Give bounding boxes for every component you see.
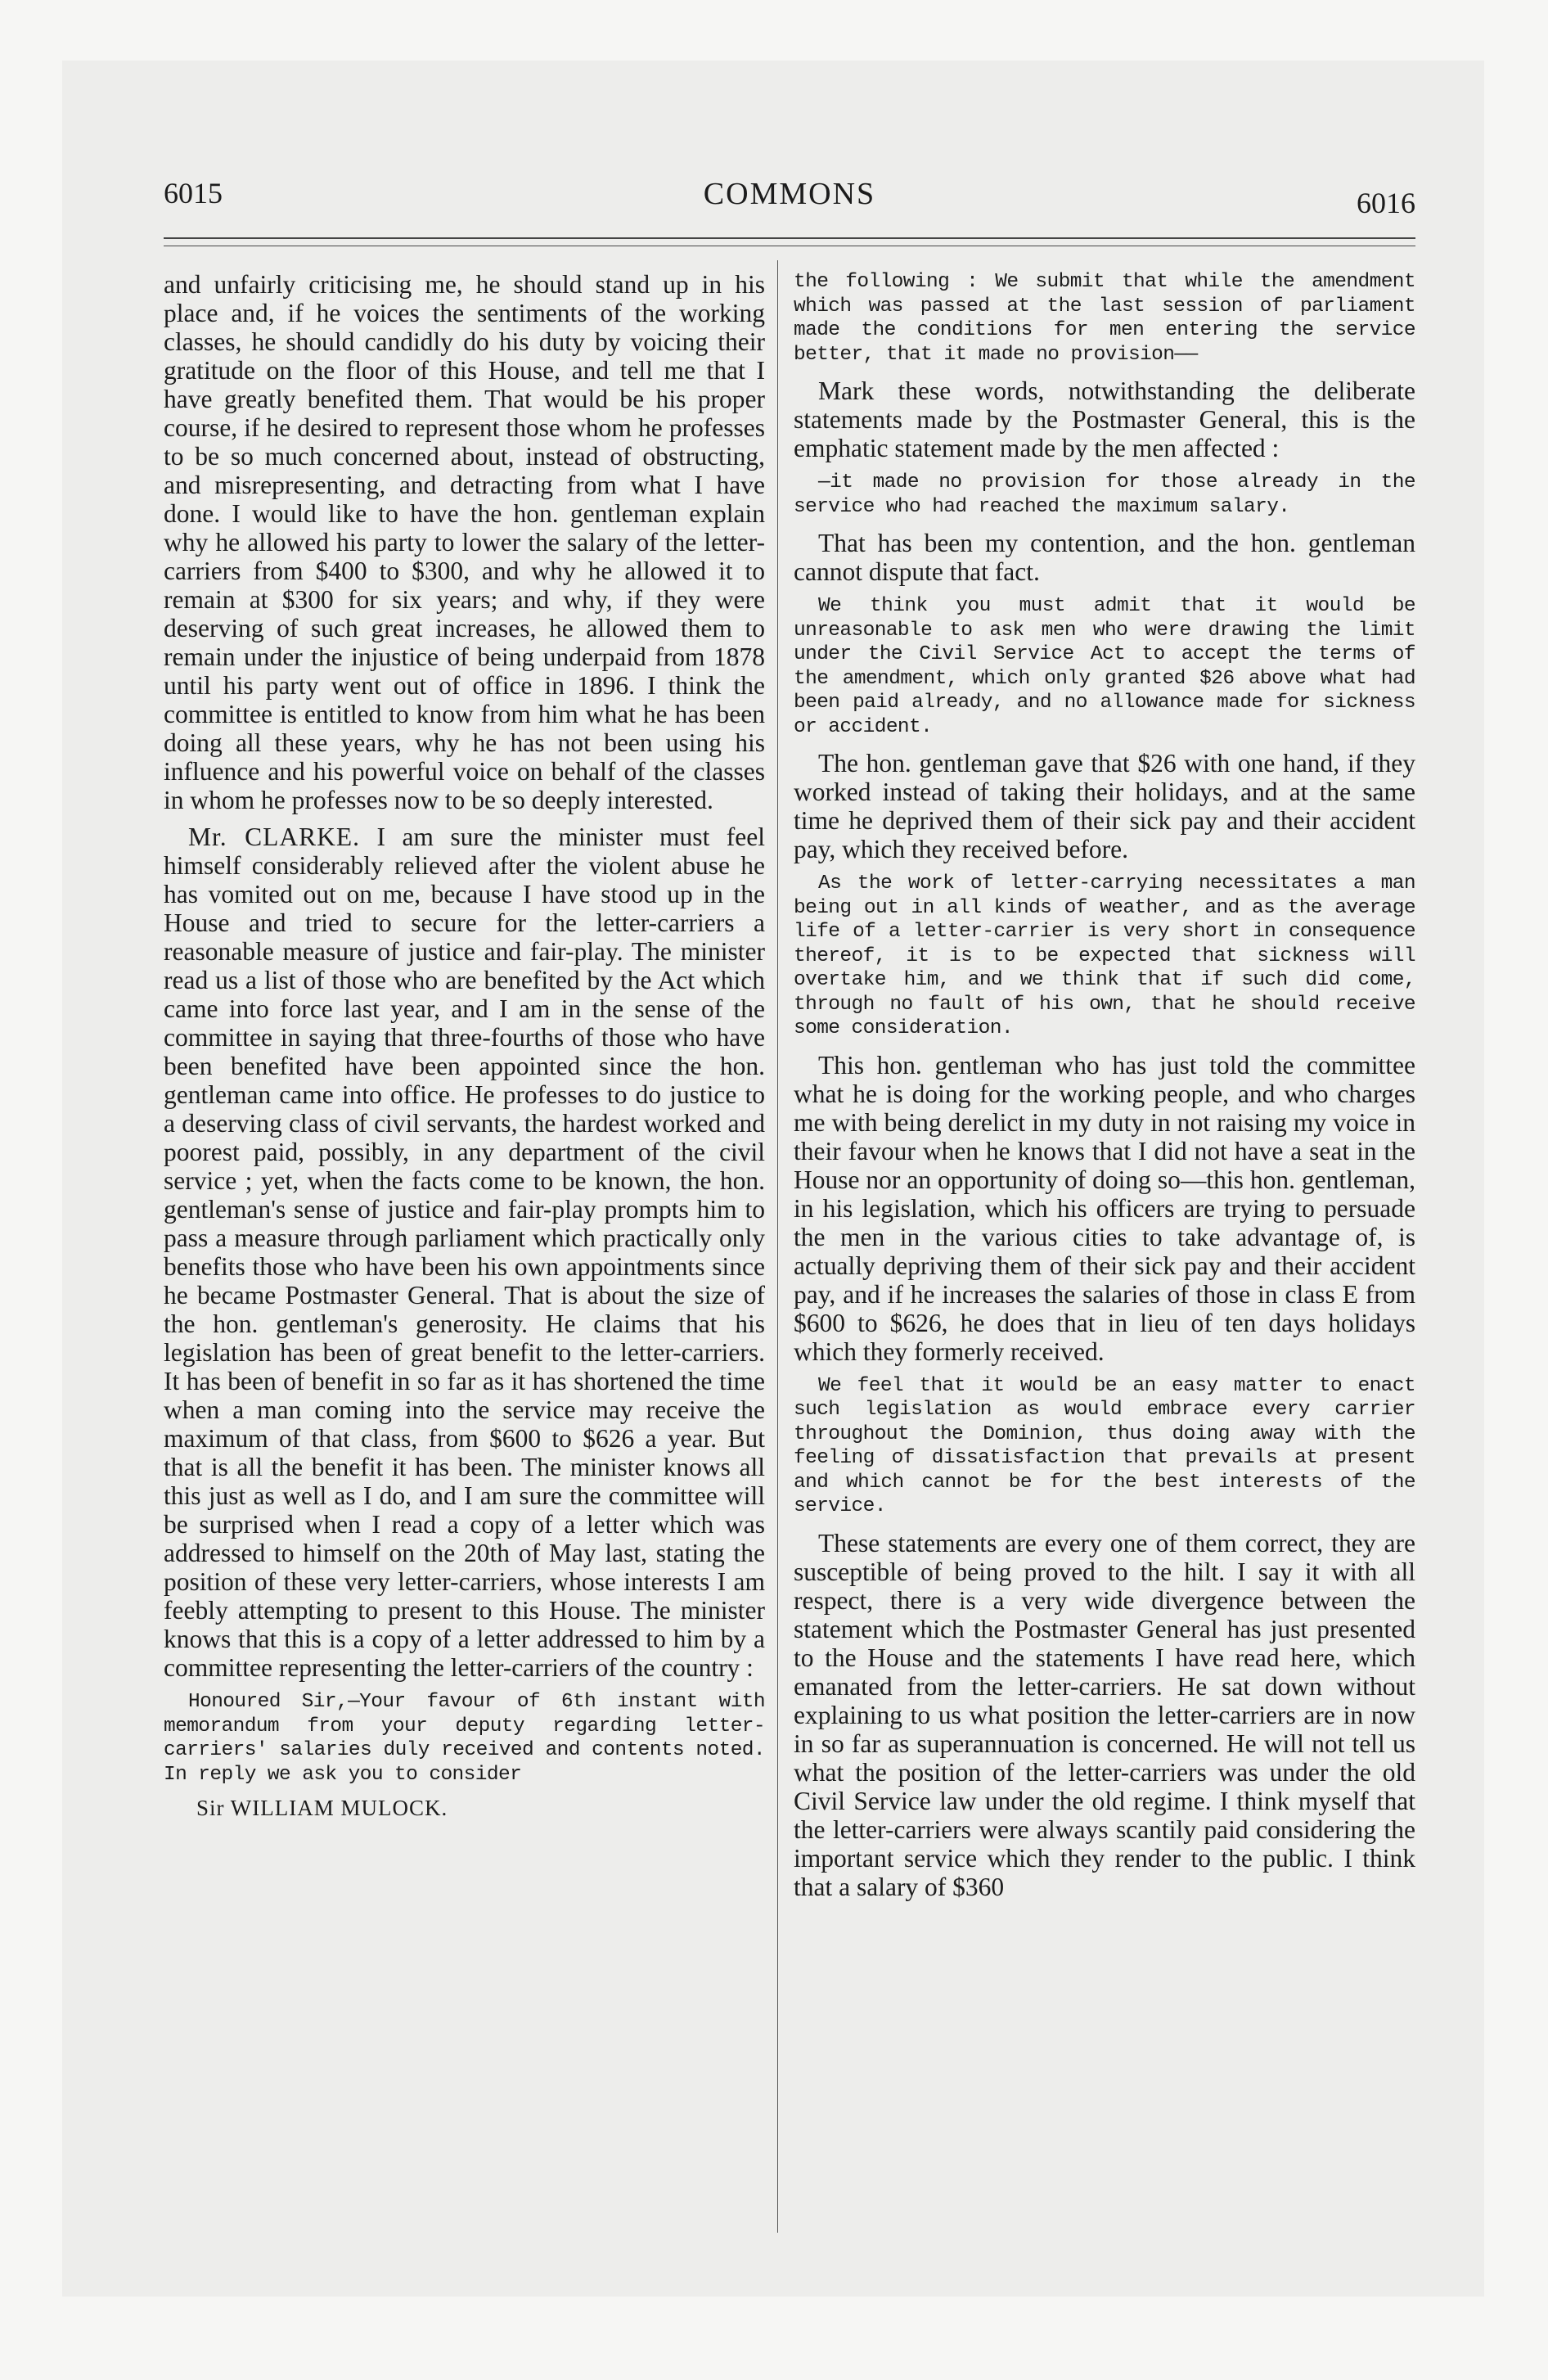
quoted-letter: We think you must admit that it would be unreasonable to ask men who were drawing the limit under the Civil Service Act to accept the terms of the amendment, which only granted $26 above what had been paid already, and no allowance made for sickness or accident. (794, 595, 1415, 738)
left-column (164, 270, 765, 1831)
page-title: COMMONS (703, 177, 876, 211)
quoted-letter: Honoured Sir,—Your favour of 6th instant with memorandum from your deputy regarding letter-carriers' salaries duly received and contents noted. In reply we ask you to consider (164, 1691, 765, 1786)
paragraph: These statements are every one of them correct, they are susceptible of being proved to the hilt. I say it with all respect, there is a very wide divergence between the statement which the Postmaster General has just presented to the House and the statements I have read here, which emanated from the letter-carriers. He sat down without explaining to us what position the letter-carriers are in now in so far as superannuation is concerned. He will not tell us what the position of the letter-carriers was under the old Civil Service law under the old regime. I think myself that the letter-carriers were always scantily paid considering the important service which they render to the public. I think that a salary of $360 (794, 1528, 1415, 1901)
quoted-letter: We feel that it would be an easy matter to enact such legislation as would embrace every carrier throughout the Dominion, thus doing away with the feeling of dissatisfaction that prevails at present and which cannot be for the best interests of the service. (794, 1374, 1415, 1517)
quoted-letter: As the work of letter-carrying necessitates a man being out in all kinds of weather, and as the average life of a letter-carrier is very short in consequence thereof, it is to be expected that sickness will overtake him, and we think that if such did come, through no fault of his own, that he should receive some consideration. (794, 872, 1415, 1039)
paragraph: This hon. gentleman who has just told the committee what he is doing for the working people, and who charges me with being derelict in my duty in not raising my voice in their favour when he knows that I did not have a seat in the House nor an opportunity of doing so—this hon. gentleman, in his legislation, which his officers are trying to persuade the men in the various cities to take advantage of, is actually depriving them of their sick pay and their accident pay, and if he increases the salaries of those in class E from $600 to $626, he does that in lieu of ten days holidays which they formerly received. (794, 1050, 1415, 1366)
page-number-left: 6015 (164, 177, 223, 210)
paragraph: Mark these words, notwithstanding the deliberate statements made by the Postmaster General, this is the emphatic statement made by the men affected : (794, 376, 1415, 462)
speech-text: I am sure the minister must feel himself considerably relieved after the violent abuse he has vomited out on me, because I have stood up in the House and tried to secure for the letter-carriers a reasonable measure of justice and fair-play. The minister read us a list of those who are benefited by the Act which came into force last year, and I am in the sense of the committee in saying that three-fourths of those who have been benefited have been appointed since the hon. gentleman came into office. He professes to do justice to a deserving class of civil servants, the hardest worked and poorest paid, possibly, in any department of the civil service ; yet, when the facts come to be known, the hon. gentleman's sense of justice and fair-play prompts him to pass a measure through parliament which practically only benefits those who have been his own appointments since he became Postmaster General. That is about the size of the hon. gentleman's generosity. He claims that his legislation has been of great benefit to the letter-carriers. It has been of benefit in so far as it has shortened the time when a man coming into the service may receive the maximum of that class, from $600 to $626 a year. But that is all the benefit it has been. The minister knows all this just as well as I do, and I am sure the committee will be surprised when I read a copy of a letter which was addressed to himself on the 20th of May last, stating the position of these very letter-carriers, whose interests I am feebly attempting to present to this House. The minister knows that this is a copy of a letter addressed to him by a committee representing the letter-carriers of the country : (164, 823, 766, 1682)
quoted-letter: —it made no provision for those already in the service who had reached the maximum salary. (794, 471, 1415, 518)
header-rule (164, 237, 1415, 239)
quoted-letter: the following : We submit that while the amendment which was passed at the last session of parliament made the conditions for men entering the service better, that it made no provision—— (794, 271, 1415, 366)
speaker-name: Mr. CLARKE. (188, 823, 360, 851)
page-header (164, 176, 1415, 225)
paragraph-speech (164, 823, 765, 1682)
speaker-name: Sir WILLIAM MULOCK. (196, 1796, 448, 1820)
right-column (794, 270, 1415, 1909)
paragraph: That has been my contention, and the hon. gentleman cannot dispute that fact. (794, 529, 1415, 586)
column-divider (777, 260, 778, 2233)
page-number-right: 6016 (1357, 187, 1415, 219)
paragraph: and unfairly criticising me, he should stand up in his place and, if he voices the sentiments of the working classes, he should candidly do his duty by voicing their gratitude on the floor of this House, and tell me that I have greatly benefited them. That would be his proper course, if he desired to represent those whom he professes to be so much concerned about, instead of obstructing, and misrepresenting, and detracting from what I have done. I would like to have the hon. gentleman explain why he allowed his party to lower the salary of the letter-carriers from $400 to $300, and why he allowed it to remain at $300 for six years; and why, if they were deserving of such great increases, he allowed them to remain under the injustice of being underpaid from 1878 until his party went out of office in 1896. I think the committee is entitled to know from him what he has been doing all these years, why he has not been using his influence and his powerful voice on behalf of the classes in whom he professes now to be so deeply interested. (164, 270, 765, 814)
paragraph: The hon. gentleman gave that $26 with one hand, if they worked instead of taking their holidays, and at the same time he deprived them of their sick pay and their accident pay, which they received before. (794, 749, 1415, 863)
